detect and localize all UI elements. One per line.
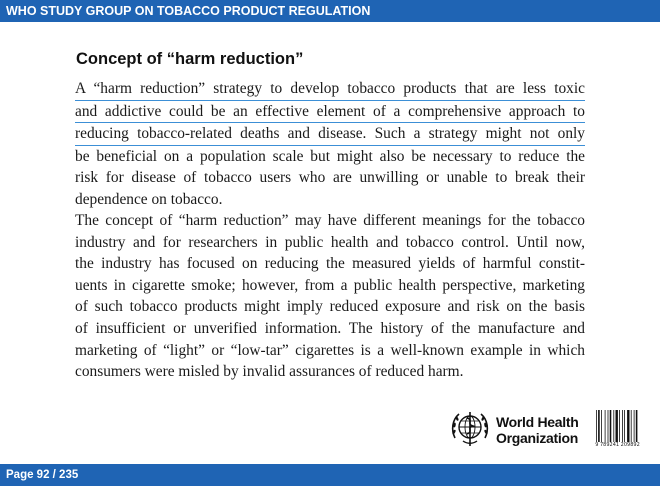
barcode-bar (634, 410, 635, 443)
text-line: uents in cigarette smoke; however, from a public health perspective, marketing (75, 276, 585, 294)
text-line: A “harm reduction” strategy to develop tobacco products that are less toxic (75, 78, 585, 101)
text-line: dependence on tobacco. (75, 190, 223, 208)
who-emblem-icon (449, 408, 491, 450)
barcode-bar (627, 410, 629, 443)
top-banner (0, 0, 660, 22)
barcode-bar (596, 410, 597, 443)
section-heading: Concept of “harm reduction” (76, 50, 304, 68)
paragraph-1 (75, 78, 585, 211)
barcode-bar (608, 410, 609, 443)
barcode-bar (598, 410, 600, 443)
barcode-digits: 9 789241 209892 (595, 442, 640, 448)
text-line: the industry has focused on reducing the measured yields of harmful constit- (75, 255, 585, 273)
barcode-bar (631, 410, 632, 443)
page-indicator: Page 92 / 235 (6, 469, 79, 481)
barcode-bar (622, 410, 623, 443)
barcode-bar (610, 410, 612, 443)
bottom-banner (0, 464, 660, 486)
barcode-bar (636, 410, 638, 443)
text-line: reducing tobacco-related deaths and disease. Such a strategy might not only (75, 123, 585, 146)
barcode-bar (619, 410, 620, 443)
text-line: consumers were misled by invalid assurances of reduced harm. (75, 363, 464, 381)
document-series-title: WHO STUDY GROUP ON TOBACCO PRODUCT REGULATION (6, 4, 371, 18)
who-wordmark-line1: World Health (496, 414, 579, 430)
isbn-barcode (595, 410, 640, 450)
text-line: marketing of “light” or “low-tar” cigarettes is a well-known example in which (75, 341, 585, 359)
barcode-bars (595, 410, 640, 444)
text-line: be beneficial on a population scale but might also be necessary to reduce the (75, 147, 585, 165)
text-line: of such tobacco products might imply reduced exposure and risk on the basis (75, 298, 585, 316)
who-wordmark (496, 414, 578, 446)
text-line: of insufficient or unverified information. The history of the manufacture and (75, 319, 585, 337)
barcode-bar (624, 410, 625, 443)
barcode-bar (601, 410, 602, 443)
paragraph-2 (75, 210, 585, 383)
barcode-bar (613, 410, 614, 443)
text-line: and addictive could be an effective element of a comprehensive approach to (75, 101, 585, 124)
text-line: The concept of “harm reduction” may have different meanings for the tobacco (75, 212, 585, 229)
barcode-bar (616, 410, 618, 443)
text-line: industry and for researchers in public health and tobacco control. Until now, (75, 233, 585, 251)
who-wordmark-line2: Organization (496, 430, 578, 446)
text-line: risk for disease of tobacco users who are unwilling or unable to break their (75, 169, 585, 187)
who-logo (449, 408, 589, 450)
barcode-bar (605, 410, 606, 443)
